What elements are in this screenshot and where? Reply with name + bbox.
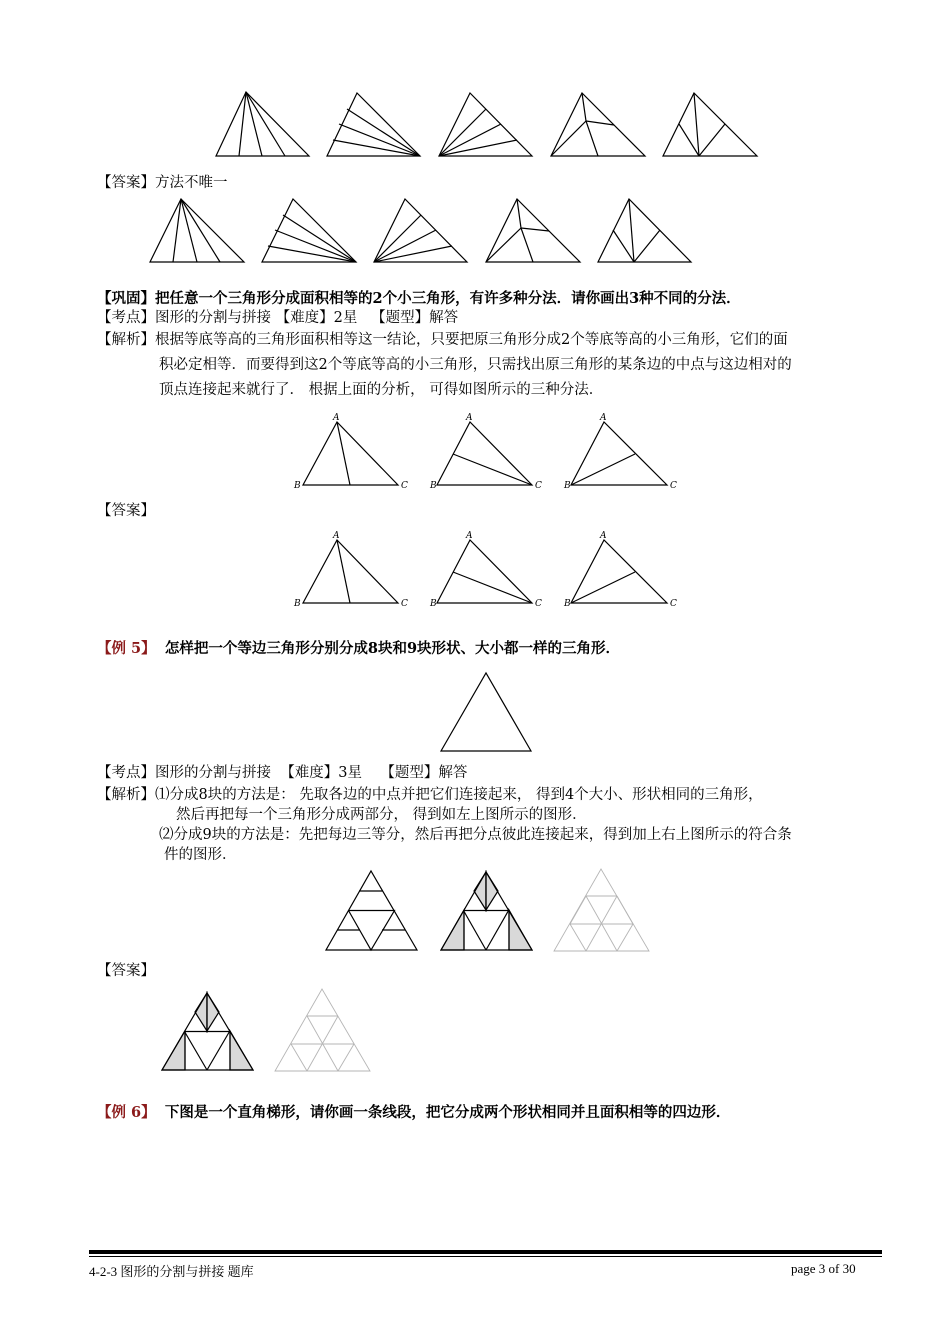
vertex-label-a: A bbox=[333, 531, 340, 541]
footer-left: 4-2-3 图形的分割与拼接 题库 bbox=[89, 1264, 254, 1279]
vertex-label-c: C bbox=[670, 481, 677, 491]
analysis-label: 【解析】 bbox=[97, 332, 155, 348]
consolidate-question: 把任意一个三角形分成面积相等的2个小三角形，有许多种分法．请你画出3种不同的分法． bbox=[155, 290, 741, 307]
consolidate-analysis-line-3: 顶点连接起来就行了． 根据上面的分析， 可得如图所示的三种分法． bbox=[159, 382, 604, 398]
footer-rule-thin bbox=[89, 1256, 882, 1257]
consolidate-analysis-line-2: 积必定相等．而要得到这2个等底等高的小三角形，只需找出原三角形的某条边的中点与这边相对的 bbox=[159, 357, 792, 373]
consolidate-answer-label: 【答案】 bbox=[97, 503, 155, 519]
type-label: 【题型】 bbox=[380, 765, 439, 781]
footer-page-number: page 3 of 30 bbox=[791, 1261, 856, 1276]
kaodian-value: 图形的分割与拼接 bbox=[155, 765, 271, 781]
analysis-label: 【解析】 bbox=[97, 787, 155, 803]
answer-label: 【答案】 bbox=[97, 175, 155, 191]
vertex-label-c: C bbox=[535, 599, 542, 609]
vertex-label-b: B bbox=[294, 599, 301, 609]
example6-question: 下图是一个直角梯形，请你画一条线段，把它分成两个形状相同并且面积相等的四边形． bbox=[164, 1104, 731, 1121]
kaodian-label: 【考点】 bbox=[97, 765, 155, 781]
type-label: 【题型】 bbox=[371, 310, 430, 326]
vertex-label-a: A bbox=[466, 531, 473, 541]
vertex-label-a: A bbox=[600, 413, 607, 423]
vertex-label-a: A bbox=[466, 413, 473, 423]
vertex-label-c: C bbox=[401, 599, 408, 609]
type-value: 解答 bbox=[438, 765, 468, 781]
analysis-text: ⑴分成8块的方法是： 先取各边的中点并把它们连接起来， 得到4个大小、形状相同的三角形， bbox=[155, 787, 763, 803]
kaodian-label: 【考点】 bbox=[97, 310, 155, 326]
footer-rule-thick bbox=[89, 1250, 882, 1254]
vertex-label-c: C bbox=[535, 481, 542, 491]
answer-nine-piece bbox=[275, 989, 370, 1071]
type-value: 解答 bbox=[429, 310, 459, 326]
consolidate-tag: 【巩固】 bbox=[97, 290, 155, 307]
example5-analysis-line-3: ⑵分成9块的方法是：先把每边三等分，然后再把分点彼此连接起来，得到加上右上图所示的符合条 bbox=[159, 827, 792, 843]
vertex-label-a: A bbox=[333, 413, 340, 423]
vertex-label-b: B bbox=[430, 599, 437, 609]
vertex-label-b: B bbox=[430, 481, 437, 491]
vertex-label-b: B bbox=[564, 481, 571, 491]
example5-question: 怎样把一个等边三角形分别分成8块和9块形状、大小都一样的三角形． bbox=[164, 640, 621, 657]
answer-eight-piece-shaded bbox=[162, 993, 253, 1070]
example5-tag: 【例 5】 bbox=[97, 640, 156, 657]
vertex-label-c: C bbox=[401, 481, 408, 491]
example6-question-line bbox=[97, 1104, 730, 1122]
vertex-label-b: B bbox=[564, 599, 571, 609]
vertex-label-a: A bbox=[600, 531, 607, 541]
vertex-label-c: C bbox=[670, 599, 677, 609]
difficulty-label: 【难度】 bbox=[280, 765, 339, 781]
vertex-label-b: B bbox=[294, 481, 301, 491]
example5-analysis-line-2: 然后再把每一个三角形分成两部分， 得到如左上图所示的图形． bbox=[176, 807, 587, 823]
kaodian-value: 图形的分割与拼接 bbox=[155, 310, 271, 326]
difficulty-label: 【难度】 bbox=[275, 310, 334, 326]
example5-analysis-line-4: 件的图形． bbox=[164, 847, 237, 863]
difficulty-value: 3星 bbox=[338, 765, 362, 781]
answer-text: 方法不唯一 bbox=[155, 175, 228, 191]
example6-tag: 【例 6】 bbox=[97, 1104, 156, 1121]
example5-answer-label: 【答案】 bbox=[97, 963, 155, 979]
analysis-text: 根据等底等高的三角形面积相等这一结论，只要把原三角形分成2个等底等高的小三角形，它们的面 bbox=[155, 332, 788, 348]
difficulty-value: 2星 bbox=[333, 310, 358, 326]
